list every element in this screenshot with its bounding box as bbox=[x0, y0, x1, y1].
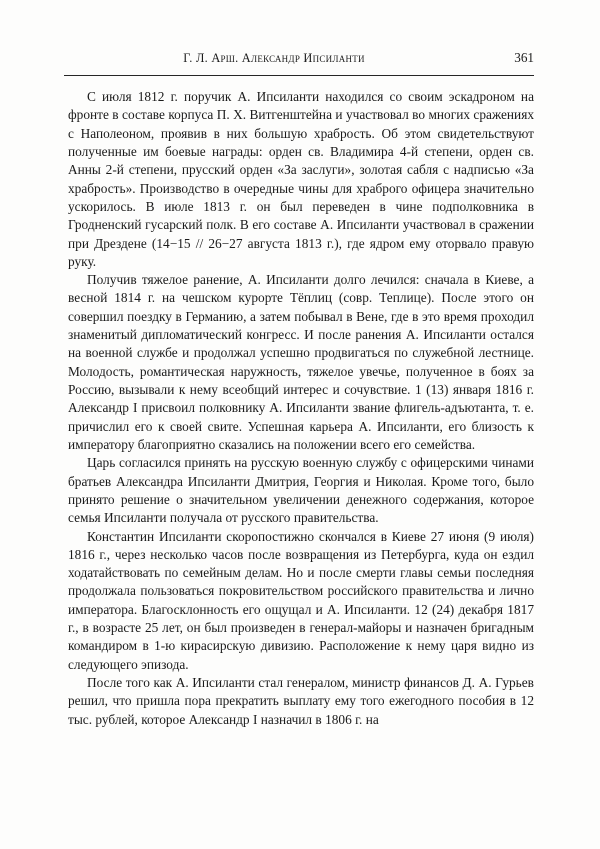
paragraph: Получив тяжелое ранение, А. Ипсиланти долго лечился: сначала в Киеве, а весной 1814 г. на чешском курорте Тёплиц (совр. Теплице). После этого он совершил поездку в Германию, а затем побывал в Вене, где в это время проходил знаменитый дипломатический конгресс. И после ранения А. Ипсиланти остался на военной службе и продолжал успешно продвигаться по служебной лестнице. Молодость, романтическая наружность, тяжелое увечье, полученное в боях за Россию, вызывали к нему всеобщий интерес и сочувствие. 1 (13) января 1816 г. Александр I присвоил полковнику А. Ипсиланти звание флигель-адъютанта, т. е. причислил его к своей свите. Успешная карьера А. Ипсиланти, его близость к императору благоприятно сказались на положении всего его семейства. bbox=[68, 272, 534, 452]
paragraph: Константин Ипсиланти скоропостижно скончался в Киеве 27 июня (9 июля) 1816 г., через несколько часов после возвращения из Петербурга, куда он ездил ходатайствовать по семейным делам. Но и после смерти главы семьи последняя продолжала пользоваться покровительством российского правительства и лично императора. Благосклонность его ощущал и А. Ипсиланти. 12 (24) декабря 1817 г., в возрасте 25 лет, он был произведен в генерал-майоры и назначен бригадным командиром в 1-ю кирасирскую дивизию. Расположение к нему царя видно из следующего эпизода. bbox=[68, 528, 534, 672]
paragraph: С июля 1812 г. поручик А. Ипсиланти находился со своим эскадроном на фронте в составе корпуса П. Х. Витгенштейна и участвовал во многих сражениях с Наполеоном, проявив в них большую храбрость. Об этом свидетельствуют полученные им боевые награды: орден св. Владимира 4-й степени, орден св. Анны 2-й степени, прусский орден «За заслуги», золотая сабля с надписью «За храбрость». Производство в очередные чины для храброго офицера значительно ускорилось. В июле 1813 г. он был переведен в чине подполковника в Гродненский гусарский полк. В его составе А. Ипсиланти участвовал в сражении при Дрездене (14−15 // 26−27 августа 1813 г.), где ядром ему оторвало правую руку. bbox=[68, 89, 534, 269]
page-number: 361 bbox=[514, 50, 534, 65]
body-text bbox=[68, 88, 534, 729]
paragraph: Царь согласился принять на русскую военную службу с офицерскими чинами братьев Александра Ипсиланти Дмитрия, Георгия и Николая. Кроме того, было принято решение о значительном увеличении денежного содержания, которое семья Ипсиланти получала от русского правительства. bbox=[68, 455, 534, 526]
header-divider bbox=[64, 75, 534, 76]
paragraph: После того как А. Ипсиланти стал генералом, министр финансов Д. А. Гурьев решил, что пришла пора прекратить выплату ему того ежегодного пособия в 12 тыс. рублей, которое Александр I назначил в 1806 г. на bbox=[68, 675, 534, 727]
running-head-title: Г. Л. Арш. Александр Ипсиланти bbox=[183, 51, 365, 65]
running-head bbox=[64, 50, 534, 72]
